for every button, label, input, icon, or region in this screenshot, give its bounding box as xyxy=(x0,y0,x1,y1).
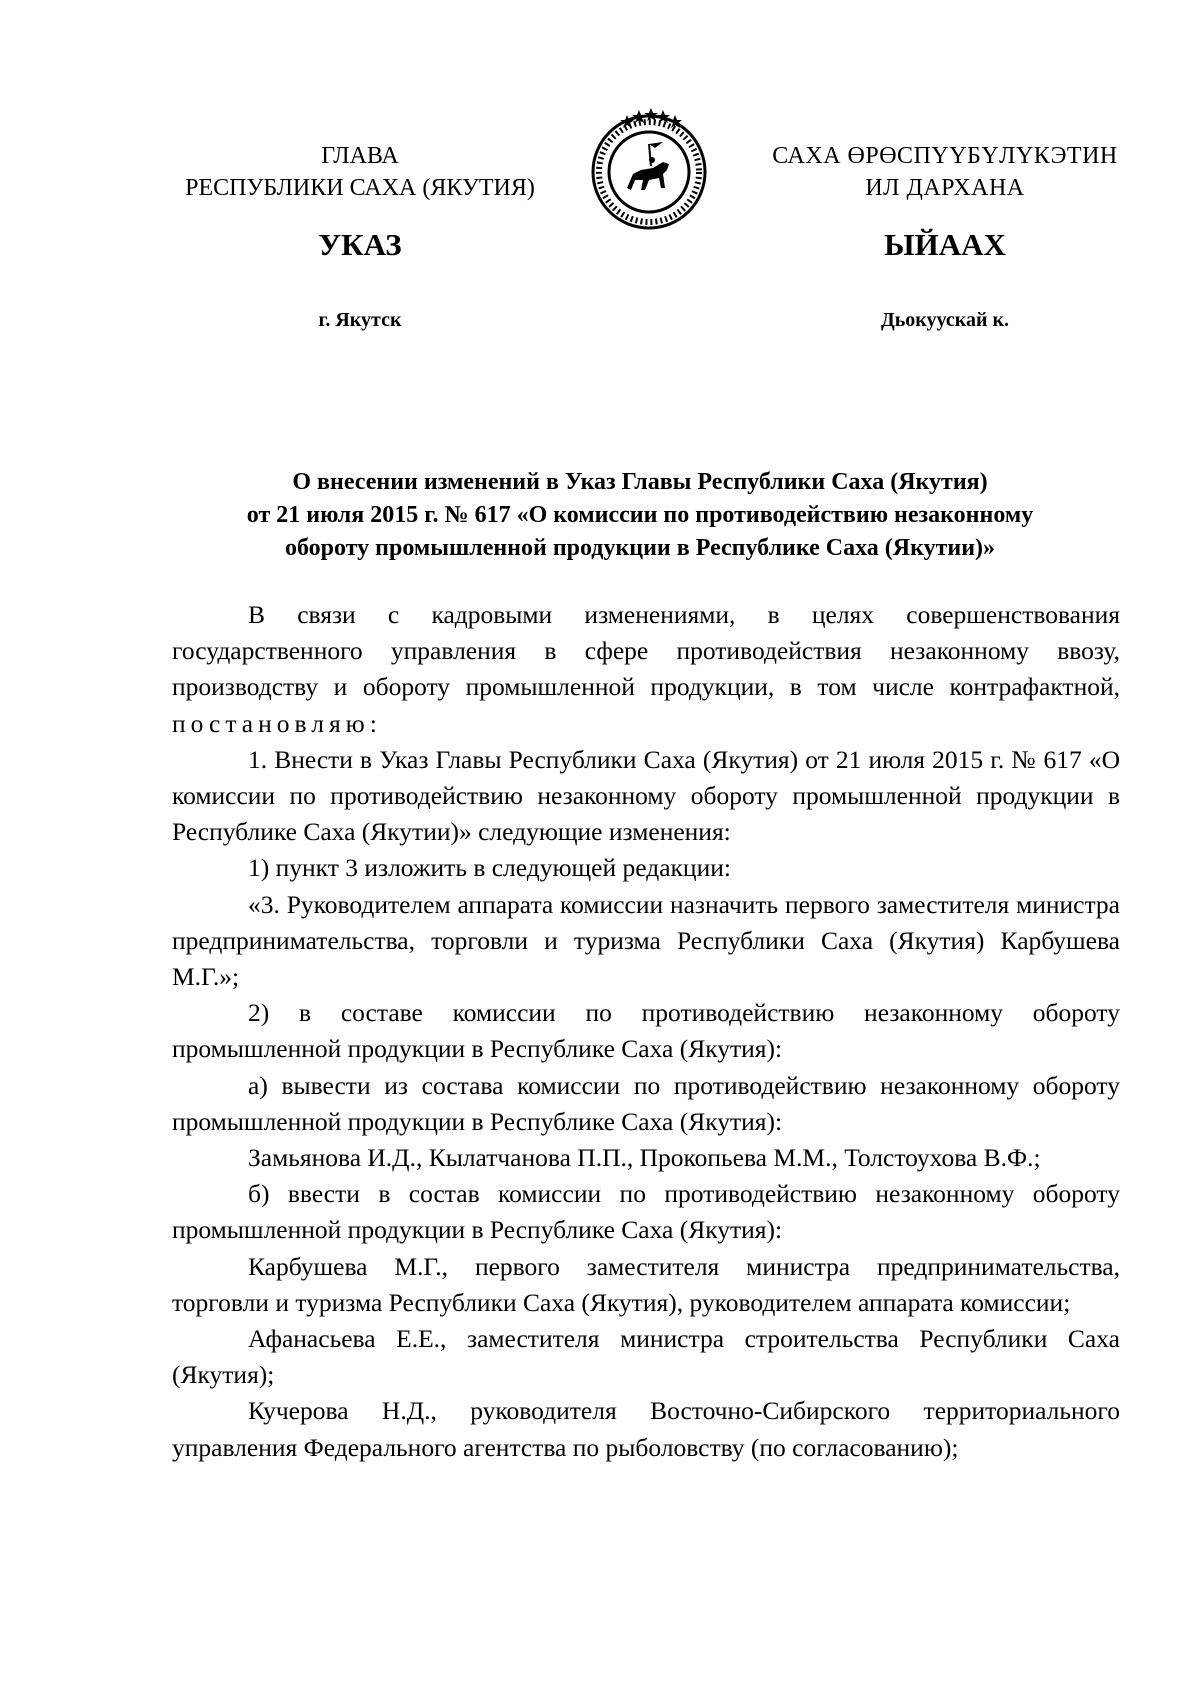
city-sakha: Дьокуускай к. xyxy=(880,309,1010,331)
coat-of-arms-emblem xyxy=(583,104,715,236)
paragraph: а) вывести из состава комиссии по противодействию незаконному обороту промышленной продукции в Республике Саха (Якутия): xyxy=(172,1070,1120,1136)
doc-type-ru: УКАЗ xyxy=(318,227,402,262)
title-line-2: от 21 июля 2015 г. № 617 «О комиссии по противодействию незаконному xyxy=(246,502,1034,528)
paragraph: Карбушева М.Г., первого заместителя министра предпринимательства, торговли и туризма Республики Саха (Якутия), руководителем аппарата комиссии; xyxy=(172,1251,1120,1317)
paragraph: 1) пункт 3 изложить в следующей редакции: xyxy=(248,853,731,883)
header-left-line1: ГЛАВА xyxy=(321,143,399,169)
document-title xyxy=(160,466,1120,565)
paragraph: Кучерова Н.Д., руководителя Восточно-Сибирского территориального управления Федерального агентства по рыболовству (по согласованию); xyxy=(172,1396,1120,1462)
decree-word: постановляю: xyxy=(172,708,382,738)
paragraph: б) ввести в состав комиссии по противодействию незаконному обороту промышленной продукции в Республике Саха (Якутия): xyxy=(172,1179,1120,1245)
header-right-line2: ИЛ ДАРХАНА xyxy=(865,175,1025,201)
paragraph: 2) в составе комиссии по противодействию незаконному обороту промышленной продукции в Республике Саха (Якутия): xyxy=(172,998,1120,1064)
header-right-block xyxy=(755,140,1135,204)
header-left-line2: РЕСПУБЛИКИ САХА (ЯКУТИЯ) xyxy=(185,175,535,201)
paragraph: «3. Руководителем аппарата комиссии назначить первого заместителя министра предпринимательства, торговли и туризма Республики Саха (Якутия) Карбушева М.Г.»; xyxy=(172,889,1120,992)
title-line-1: О внесении изменений в Указ Главы Республики Саха (Якутия) xyxy=(292,469,988,495)
document-body xyxy=(172,597,1120,1466)
intro-paragraph xyxy=(172,597,1120,742)
paragraph: 1. Внести в Указ Главы Республики Саха (Якутия) от 21 июля 2015 г. № 617 «О комиссии по противодействию незаконному обороту промышленной продукции в Республике Саха (Якутии)» следующие изменения: xyxy=(172,744,1120,847)
paragraph: Замьянова И.Д., Кылатчанова П.П., Прокопьева М.М., Толстоухова В.Ф.; xyxy=(248,1143,1041,1173)
title-line-3: обороту промышленной продукции в Республике Саха (Якутии)» xyxy=(284,535,996,561)
doc-type-sakha: ЫЙААХ xyxy=(884,227,1006,262)
header-left-block xyxy=(160,140,560,204)
paragraph: Афанасьева Е.Е., заместителя министра строительства Республики Саха (Якутия); xyxy=(172,1324,1120,1390)
city-ru: г. Якутск xyxy=(318,309,402,331)
intro-text: В связи с кадровыми изменениями, в целях совершенствования государственного управления в сфере противодействия незаконному ввозу, производству и обороту промышленной продукции, в том числе контрафактной, xyxy=(172,600,1120,702)
header-right-line1: САХА ӨРӨСПҮҮБҮЛҮКЭТИН xyxy=(772,143,1118,169)
